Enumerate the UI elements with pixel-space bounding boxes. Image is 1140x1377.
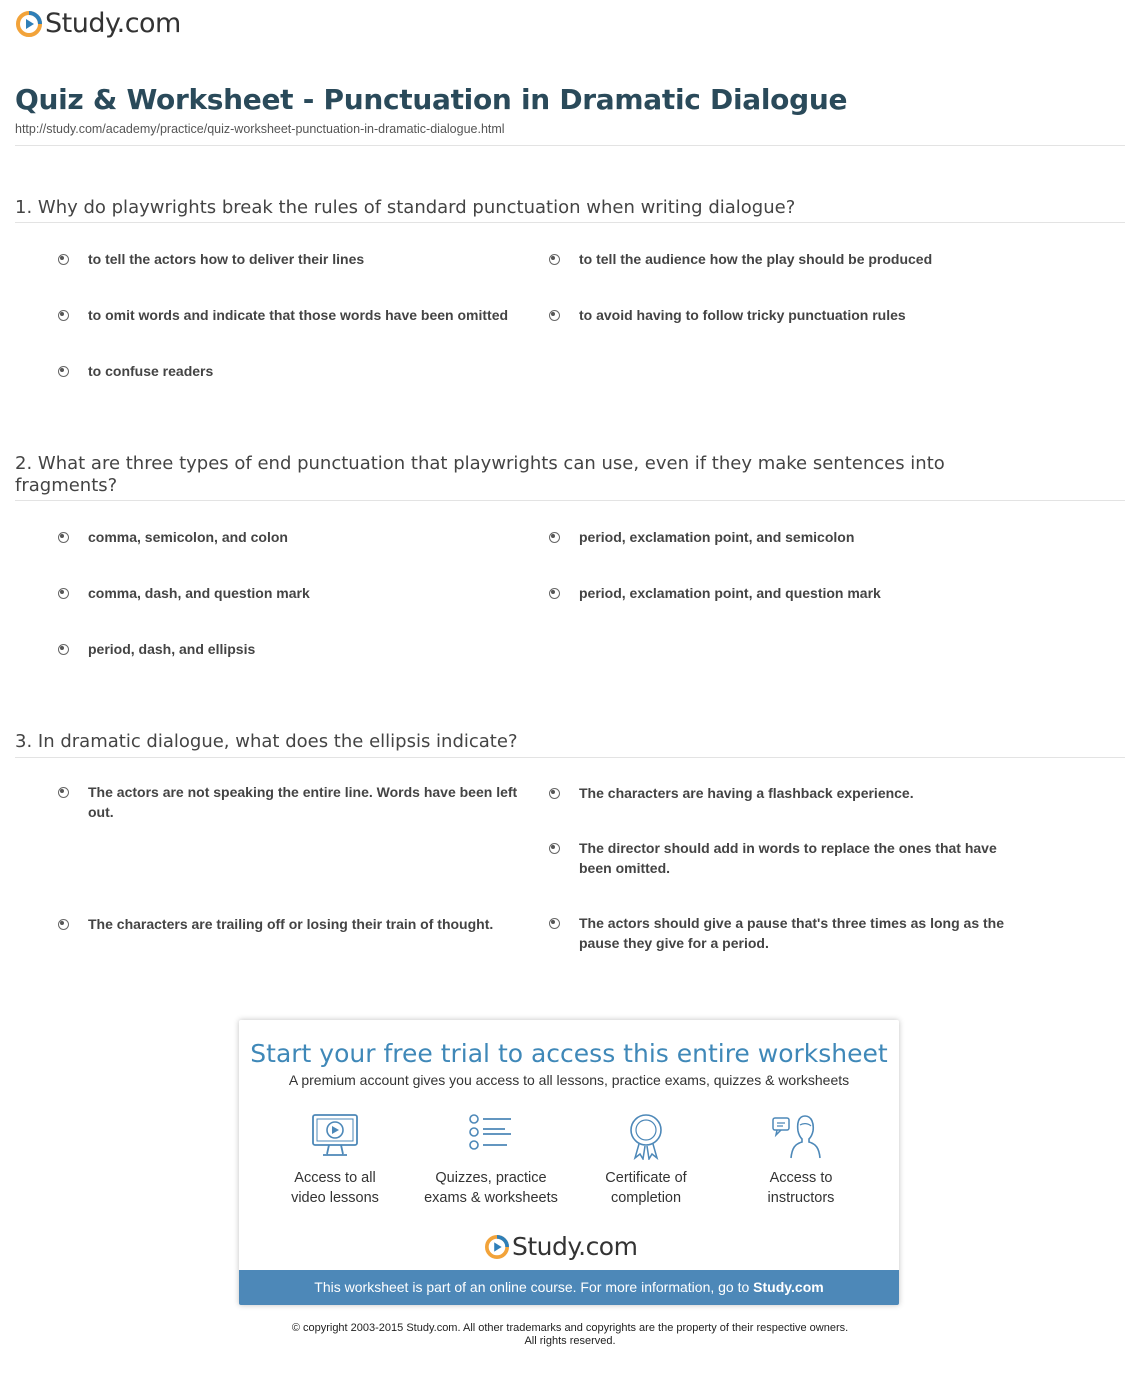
radio-button[interactable] [549,310,560,321]
divider [15,222,1125,223]
promo-subtitle: A premium account gives you access to all lessons, practice exams, quizzes & worksheets [288,1072,850,1088]
answer-option[interactable] [549,583,1024,603]
feature-label: completion [610,1190,682,1206]
divider [15,145,1125,146]
answer-option[interactable] [549,838,1024,878]
answer-option[interactable] [549,527,1024,547]
radio-button[interactable] [549,843,560,854]
answer-text: to avoid having to follow tricky punctuation rules [579,307,906,323]
feature-certificate [566,1112,726,1208]
radio-button[interactable] [549,918,560,929]
answer-text: period, exclamation point, and semicolon [579,529,855,545]
quiz-list-icon [465,1112,517,1160]
radio-button[interactable] [549,588,560,599]
answer-text: period, dash, and ellipsis [88,641,256,657]
footer-text: This worksheet is part of an online course. For more information, go to [314,1279,754,1295]
play-logo-icon [485,1235,509,1259]
answer-text: The actors should give a pause that's three times as long as the pause they give for a period. [579,915,1005,951]
free-trial-promo [239,1020,899,1305]
answer-option[interactable] [58,527,538,547]
answer-text: The actors are not speaking the entire line. Words have been left out. [88,784,518,820]
answer-option[interactable] [549,913,1024,953]
copyright-line: All rights reserved. [524,1335,616,1347]
radio-button[interactable] [549,254,560,265]
question-1-text: 1. Why do playwrights break the rules of standard punctuation when writing dialogue? [15,197,796,218]
radio-button[interactable] [58,254,69,265]
answer-text: comma, dash, and question mark [88,585,310,601]
answer-text: to confuse readers [88,363,214,379]
answer-text: The characters are having a flashback experience. [579,785,914,801]
answer-option[interactable] [58,305,538,325]
question-3-text: 3. In dramatic dialogue, what does the ellipsis indicate? [15,731,518,752]
footer-link[interactable]: Study.com [753,1279,824,1295]
copyright-line: © copyright 2003-2015 Study.com. All other trademarks and copyrights are the property of their respective owners. [291,1322,849,1334]
radio-button[interactable] [58,588,69,599]
answer-option[interactable] [58,914,538,934]
answer-option[interactable] [58,782,538,822]
radio-button[interactable] [58,366,69,377]
radio-button[interactable] [58,787,69,798]
answer-text: period, exclamation point, and question mark [579,585,881,601]
radio-button[interactable] [58,644,69,655]
promo-footer-banner [239,1270,899,1305]
radio-button[interactable] [58,919,69,930]
feature-instructors [721,1112,881,1208]
feature-quizzes [411,1112,571,1208]
feature-label: Quizzes, practice [435,1170,547,1186]
answer-option[interactable] [58,361,538,381]
radio-button[interactable] [549,788,560,799]
answer-text: to omit words and indicate that those words have been omitted [88,307,509,323]
feature-label: Certificate of [605,1170,687,1186]
answer-text: to tell the actors how to deliver their lines [88,251,365,267]
logo-text: Study.com [512,1232,638,1261]
answer-text: The characters are trailing off or losing their train of thought. [88,916,494,932]
feature-label: Access to all [294,1170,376,1186]
page-url: http://study.com/academy/practice/quiz-worksheet-punctuation-in-dramatic-dialogue.html [15,122,505,136]
answer-option[interactable] [549,249,1024,269]
page-title: Quiz & Worksheet - Punctuation in Dramatic Dialogue [15,83,848,116]
divider [15,500,1125,501]
copyright-notice [0,1322,1140,1348]
answer-text: to tell the audience how the play should be produced [579,251,933,267]
question-2-text: 2. What are three types of end punctuation that playwrights can use, even if they make sentences into fragments? [15,453,945,496]
feature-label: exams & worksheets [424,1190,558,1206]
divider [15,757,1125,758]
logo-text: Study.com [45,8,181,39]
answer-option[interactable] [58,583,538,603]
promo-title[interactable]: Start your free trial to access this entire worksheet [250,1039,888,1068]
video-lesson-icon [309,1112,361,1160]
feature-video-lessons [255,1112,415,1208]
answer-option[interactable] [549,783,1024,803]
feature-label: instructors [767,1190,835,1206]
certificate-icon [620,1112,672,1160]
answer-text: The director should add in words to replace the ones that have been omitted. [579,840,997,876]
feature-label: video lessons [291,1190,379,1206]
radio-button[interactable] [58,310,69,321]
feature-label: Access to [769,1170,833,1186]
radio-button[interactable] [58,532,69,543]
promo-logo[interactable] [485,1232,637,1261]
answer-text: comma, semicolon, and colon [88,529,288,545]
answer-option[interactable] [549,305,1024,325]
radio-button[interactable] [549,532,560,543]
play-logo-icon [16,11,42,37]
answer-option[interactable] [58,639,538,659]
site-logo[interactable] [16,8,181,39]
answer-option[interactable] [58,249,538,269]
instructor-icon [771,1112,831,1160]
